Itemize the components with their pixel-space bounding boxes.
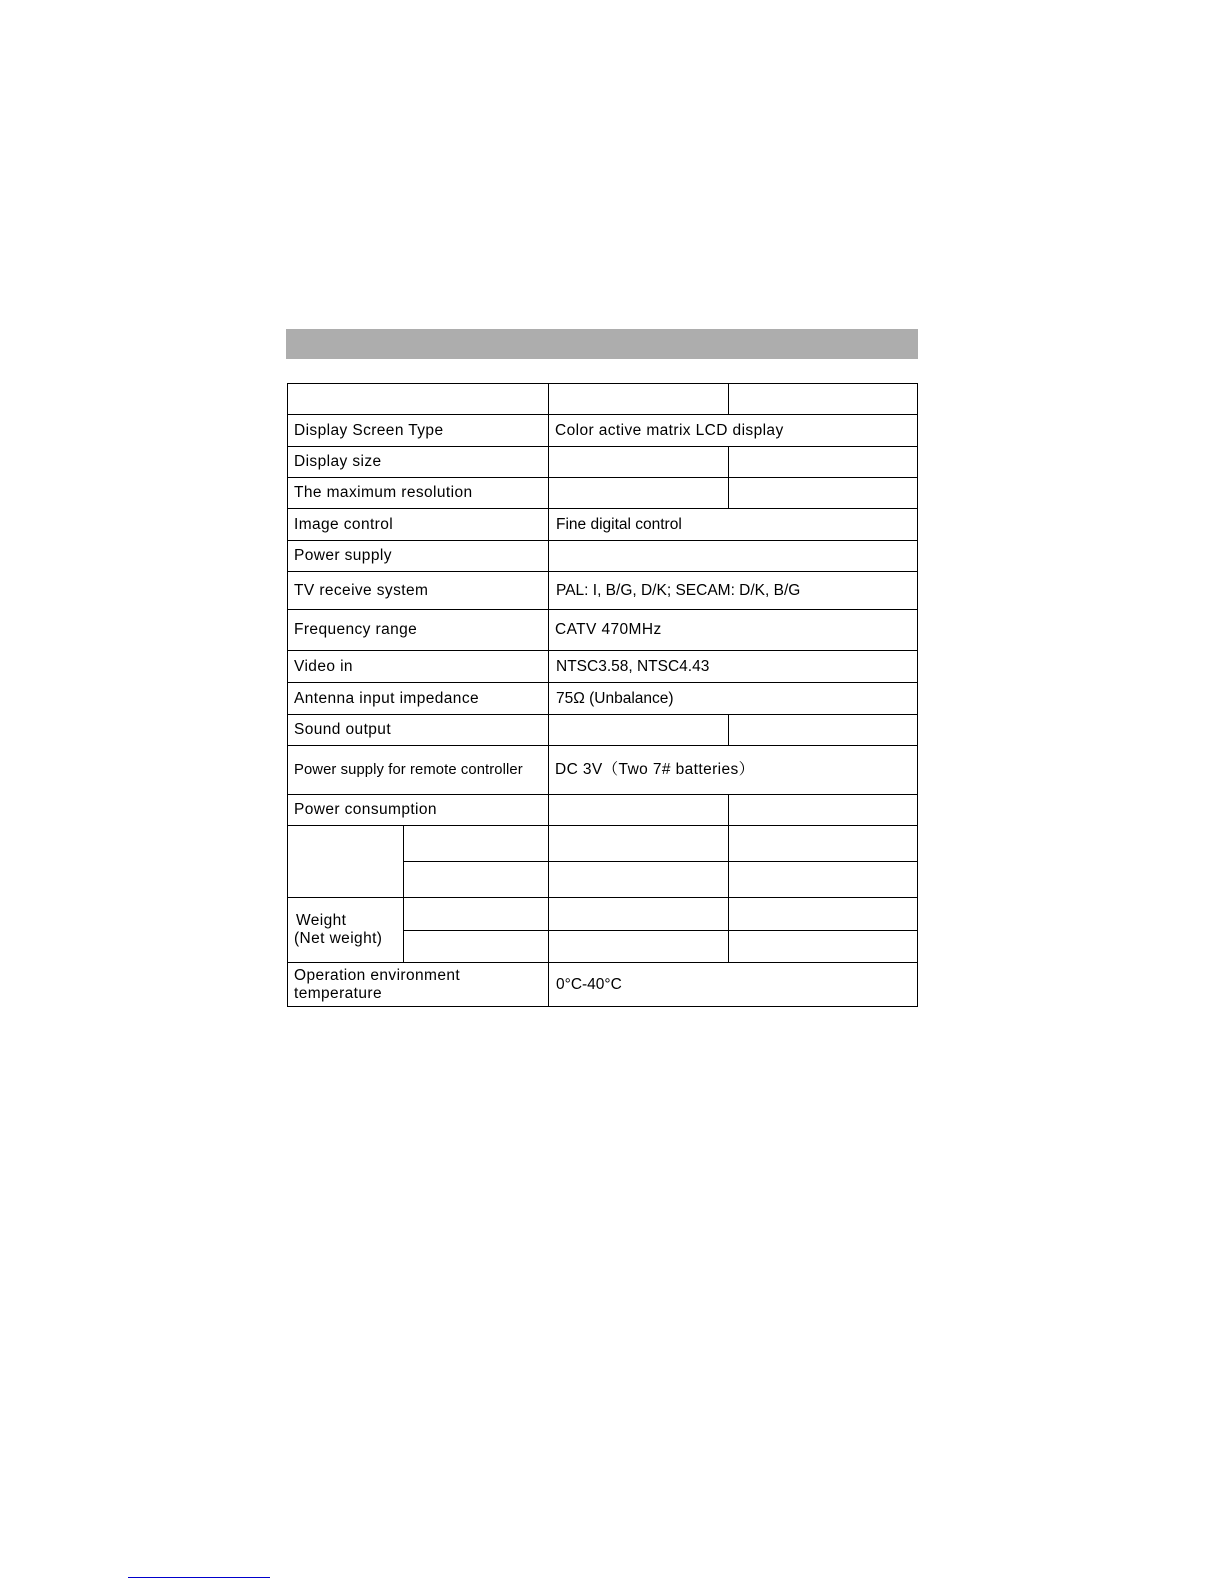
row-value: CATV 470MHz	[549, 610, 918, 651]
section-title-bar	[286, 329, 918, 359]
row-label: Power supply	[288, 541, 549, 572]
value-cell	[549, 715, 729, 746]
table-row	[288, 509, 918, 541]
table-row	[288, 963, 918, 1007]
row-label: Display size	[288, 447, 549, 478]
weight-sublabel: (Net weight)	[294, 930, 383, 947]
table-row	[288, 826, 918, 862]
table-row	[288, 683, 918, 715]
table-row	[288, 572, 918, 610]
value-cell	[549, 931, 729, 963]
value-cell	[729, 931, 918, 963]
table-row	[288, 447, 918, 478]
table-row	[288, 746, 918, 795]
value-cell	[729, 862, 918, 898]
value-cell	[729, 795, 918, 826]
weight-label: Weight	[296, 912, 347, 929]
table-row	[288, 541, 918, 572]
table-row	[288, 898, 918, 931]
value-cell	[549, 862, 729, 898]
row-label: Image control	[288, 509, 549, 541]
row-label-line1: Operation environment	[294, 966, 461, 984]
footer-link-underline	[128, 1577, 270, 1578]
row-label: Power supply for remote controller	[288, 746, 549, 795]
value-cell	[549, 826, 729, 862]
value-cell	[729, 478, 918, 509]
table-row	[288, 610, 918, 651]
table-row	[288, 478, 918, 509]
sub-label-cell	[404, 931, 549, 963]
row-label: Sound output	[288, 715, 549, 746]
value-cell	[549, 795, 729, 826]
row-label: TV receive system	[288, 572, 549, 610]
value-cell	[729, 447, 918, 478]
sub-label-cell	[404, 862, 549, 898]
header-cell	[549, 384, 729, 415]
value-cell	[729, 715, 918, 746]
row-value: Fine digital control	[549, 509, 918, 541]
value-cell	[729, 826, 918, 862]
row-value: DC 3V（Two 7# batteries）	[549, 746, 918, 795]
value-cell	[549, 447, 729, 478]
table-row	[288, 415, 918, 447]
row-label-cell	[288, 963, 549, 1007]
row-label-line2: temperature	[294, 984, 382, 1002]
row-label: Power consumption	[288, 795, 549, 826]
row-value: 75Ω (Unbalance)	[549, 683, 918, 715]
table-row	[288, 795, 918, 826]
table-row	[288, 651, 918, 683]
row-value: Color active matrix LCD display	[549, 415, 918, 447]
sub-label-cell	[404, 826, 549, 862]
row-label: Video in	[288, 651, 549, 683]
value-cell	[549, 541, 918, 572]
row-label: The maximum resolution	[288, 478, 549, 509]
row-label: Frequency range	[288, 610, 549, 651]
specifications-table	[287, 383, 918, 1007]
sub-label-cell	[404, 898, 549, 931]
row-label: Antenna input impedance	[288, 683, 549, 715]
row-value: 0°C-40°C	[549, 963, 918, 1007]
row-value: PAL: I, B/G, D/K; SECAM: D/K, B/G	[549, 572, 918, 610]
header-cell	[729, 384, 918, 415]
value-cell	[729, 898, 918, 931]
value-cell	[549, 478, 729, 509]
table-row	[288, 715, 918, 746]
row-value: NTSC3.58, NTSC4.43	[549, 651, 918, 683]
weight-label-cell	[288, 898, 404, 963]
table-header-row	[288, 384, 918, 415]
value-cell	[549, 898, 729, 931]
header-cell	[288, 384, 549, 415]
row-label: Display Screen Type	[288, 415, 549, 447]
group-label-cell	[288, 826, 404, 898]
